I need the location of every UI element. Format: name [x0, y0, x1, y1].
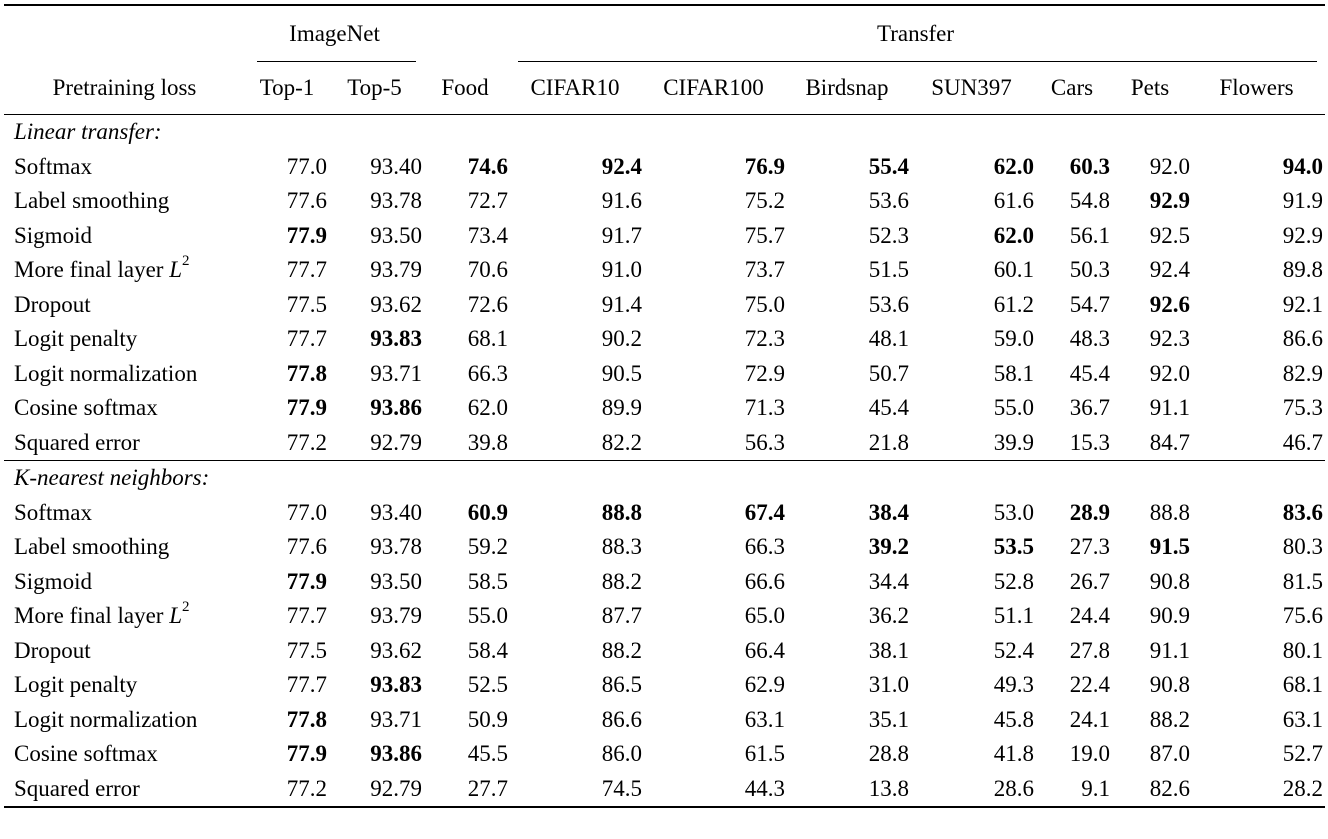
row-label-text: Logit penalty: [14, 672, 138, 697]
row-label-text: Logit normalization: [14, 706, 198, 732]
table-cell: 77.7: [286, 257, 327, 282]
row-label-text: Dropout: [14, 291, 91, 317]
table-cell: 92.3: [1149, 326, 1190, 351]
table-cell: 50.7: [868, 360, 909, 386]
superscript: 2: [181, 599, 190, 616]
table-cell: 92.1: [1282, 291, 1324, 317]
row-label-text: Squared error: [14, 775, 140, 801]
table-cell: 77.9: [286, 395, 327, 420]
section-header-row: [4, 115, 1325, 150]
table-cell: 84.7: [1149, 429, 1190, 455]
table-cell: 91.4: [601, 291, 642, 317]
table-cell: 92.4: [1149, 257, 1190, 282]
table-cell: 22.4: [1069, 672, 1110, 697]
table-cell: 58.4: [467, 637, 508, 663]
table-cell: 61.2: [993, 291, 1034, 317]
table-cell: 28.9: [1069, 499, 1110, 525]
table-cell: 66.3: [744, 534, 785, 559]
table-cell: 92.4: [601, 153, 642, 179]
table-cell: 88.2: [601, 568, 642, 594]
table-cell: 90.2: [601, 326, 642, 351]
section-title: K-nearest neighbors:: [14, 465, 210, 490]
table-cell: 67.4: [744, 499, 785, 525]
table-cell: 35.1: [868, 706, 909, 732]
row-label: [4, 668, 249, 703]
table-cell: 93.83: [370, 326, 422, 351]
table-cell: 90.9: [1149, 603, 1190, 628]
row-label: [4, 703, 249, 738]
table-cell: 54.7: [1069, 291, 1110, 317]
table-cell: 31.0: [868, 672, 909, 697]
table-cell: 90.8: [1149, 568, 1190, 594]
row-label: [4, 322, 249, 357]
table-cell: 92.79: [370, 429, 422, 455]
table-row: [4, 253, 1325, 288]
table-cell: 53.6: [868, 291, 909, 317]
table-cell: 60.3: [1069, 153, 1110, 179]
table-cell: 21.8: [868, 429, 909, 455]
row-label-text: Label smoothing: [14, 188, 170, 213]
row-label-text: Softmax: [14, 499, 92, 525]
table-cell: 77.7: [286, 326, 327, 351]
table-cell: 77.6: [286, 188, 327, 213]
table-cell: 82.9: [1282, 360, 1324, 386]
table-cell: 61.5: [744, 741, 785, 766]
table-cell: 46.7: [1282, 429, 1324, 455]
table-cell: 76.9: [744, 153, 785, 179]
table-cell: 52.5: [467, 672, 508, 697]
row-label: [4, 150, 249, 185]
table-cell: 63.1: [1282, 706, 1324, 732]
table-row: [4, 391, 1325, 426]
table-cell: 88.8: [1149, 499, 1190, 525]
table-cell: 88.2: [1149, 706, 1190, 732]
table-cell: 62.9: [744, 672, 785, 697]
table-cell: 28.8: [868, 741, 909, 766]
table-cell: 73.4: [467, 222, 508, 248]
column-header: Top-5: [347, 75, 402, 100]
column-header-row: [4, 62, 1325, 115]
group-header-imagenet: ImageNet: [249, 5, 424, 62]
table-row: [4, 772, 1325, 808]
results-table: [4, 4, 1325, 808]
table-cell: 74.6: [467, 153, 508, 179]
table-cell: 52.4: [993, 637, 1034, 663]
table-cell: 66.3: [467, 360, 508, 386]
math-symbol: L: [169, 257, 182, 282]
table-row: [4, 668, 1325, 703]
row-label: [4, 426, 249, 461]
row-label-text: Logit penalty: [14, 326, 138, 351]
table-cell: 15.3: [1069, 429, 1110, 455]
table-cell: 87.7: [601, 603, 642, 628]
table-cell: 53.0: [993, 499, 1034, 525]
table-cell: 77.7: [286, 603, 327, 628]
table-row: [4, 634, 1325, 669]
table-cell: 91.1: [1149, 637, 1190, 663]
row-label: [4, 219, 249, 254]
table-cell: 63.1: [744, 706, 785, 732]
row-label: [4, 253, 249, 288]
table-cell: 73.7: [744, 257, 785, 282]
table-cell: 36.2: [868, 603, 909, 628]
table-cell: 49.3: [993, 672, 1034, 697]
table-cell: 62.0: [993, 153, 1034, 179]
row-label-text: Label smoothing: [14, 534, 170, 559]
table-cell: 59.2: [467, 534, 508, 559]
row-label-text: More final layer: [14, 603, 170, 628]
table-cell: 82.2: [601, 429, 642, 455]
table-cell: 66.6: [744, 568, 785, 594]
table-row: [4, 496, 1325, 531]
table-cell: 38.1: [868, 637, 909, 663]
table-cell: 26.7: [1069, 568, 1110, 594]
table-row: [4, 530, 1325, 565]
table-cell: 52.3: [868, 222, 909, 248]
group-header-row: [4, 5, 1325, 62]
row-label: [4, 634, 249, 669]
column-header: Pretraining loss: [52, 75, 197, 100]
table-row: [4, 357, 1325, 392]
table-cell: 91.7: [601, 222, 642, 248]
table-cell: 51.1: [993, 603, 1034, 628]
row-label: [4, 737, 249, 772]
row-label-text: More final layer: [14, 257, 170, 282]
column-header: Flowers: [1219, 75, 1294, 100]
table-cell: 45.4: [868, 395, 909, 420]
table-cell: 94.0: [1282, 153, 1324, 179]
table-cell: 48.1: [868, 326, 909, 351]
row-label: [4, 496, 249, 531]
table-cell: 90.5: [601, 360, 642, 386]
table-cell: 93.62: [370, 637, 422, 663]
table-cell: 72.3: [744, 326, 785, 351]
table-cell: 36.7: [1069, 395, 1110, 420]
table-cell: 93.79: [370, 603, 422, 628]
table-cell: 75.6: [1282, 603, 1324, 628]
row-label: [4, 772, 249, 808]
row-label-text: Cosine softmax: [14, 741, 158, 766]
table-cell: 89.8: [1282, 257, 1324, 282]
table-cell: 56.1: [1069, 222, 1110, 248]
table-cell: 28.6: [993, 775, 1034, 801]
table-cell: 53.5: [993, 534, 1034, 559]
table-cell: 91.9: [1282, 188, 1324, 213]
table-cell: 92.79: [370, 775, 422, 801]
table-cell: 59.0: [993, 326, 1034, 351]
table-cell: 80.3: [1282, 534, 1324, 559]
column-header: Top-1: [259, 75, 315, 100]
table-cell: 93.86: [370, 741, 422, 766]
table-cell: 87.0: [1149, 741, 1190, 766]
table-cell: 68.1: [1282, 672, 1324, 697]
table-cell: 74.5: [601, 775, 642, 801]
table-cell: 93.83: [370, 672, 422, 697]
table-cell: 72.7: [467, 188, 508, 213]
table-cell: 34.4: [868, 568, 909, 594]
table-cell: 75.3: [1282, 395, 1324, 420]
table-cell: 28.2: [1282, 775, 1324, 801]
table-cell: 77.5: [286, 637, 327, 663]
table-cell: 60.1: [993, 257, 1034, 282]
table-row: [4, 599, 1325, 634]
column-header: SUN397: [931, 75, 1012, 100]
table-cell: 55.4: [868, 153, 909, 179]
table-cell: 93.62: [370, 291, 422, 317]
table-cell: 71.3: [744, 395, 785, 420]
table-cell: 72.9: [744, 360, 785, 386]
table-cell: 77.8: [286, 706, 327, 732]
column-header: Birdsnap: [805, 75, 889, 100]
row-label-text: Cosine softmax: [14, 395, 158, 420]
table-cell: 88.3: [601, 534, 642, 559]
table-cell: 41.8: [993, 741, 1034, 766]
row-label: [4, 530, 249, 565]
table-cell: 86.0: [601, 741, 642, 766]
row-label-text: Squared error: [14, 429, 140, 455]
table-cell: 92.0: [1149, 153, 1190, 179]
table-row: [4, 426, 1325, 461]
table-cell: 77.2: [286, 429, 327, 455]
table-cell: 75.7: [744, 222, 785, 248]
table-cell: 77.0: [286, 153, 327, 179]
table-cell: 77.0: [286, 499, 327, 525]
table-cell: 53.6: [868, 188, 909, 213]
table-cell: 75.0: [744, 291, 785, 317]
table-cell: 27.8: [1069, 637, 1110, 663]
column-header: CIFAR100: [663, 75, 764, 100]
table-cell: 45.5: [467, 741, 508, 766]
table-body: [4, 115, 1325, 808]
table-cell: 77.9: [286, 741, 327, 766]
superscript: 2: [181, 253, 190, 270]
table-cell: 93.78: [370, 188, 422, 213]
table-cell: 38.4: [868, 499, 909, 525]
table-cell: 55.0: [993, 395, 1034, 420]
table-cell: 81.5: [1282, 568, 1324, 594]
table-cell: 52.8: [993, 568, 1034, 594]
row-label: [4, 599, 249, 634]
table-cell: 54.8: [1069, 188, 1110, 213]
table-cell: 93.50: [370, 568, 422, 594]
table-cell: 24.4: [1069, 603, 1110, 628]
table-cell: 92.6: [1149, 291, 1190, 317]
table-cell: 72.6: [467, 291, 508, 317]
table-row: [4, 565, 1325, 600]
table-cell: 45.4: [1069, 360, 1110, 386]
table-cell: 50.9: [467, 706, 508, 732]
group-header-transfer: Transfer: [510, 5, 1325, 62]
column-header: Cars: [1050, 75, 1094, 100]
row-label: [4, 565, 249, 600]
table-row: [4, 150, 1325, 185]
table-cell: 58.5: [467, 568, 508, 594]
table-cell: 62.0: [467, 395, 508, 420]
table-cell: 27.3: [1069, 534, 1110, 559]
table-row: [4, 703, 1325, 738]
table-cell: 39.9: [993, 429, 1034, 455]
table-cell: 77.5: [286, 291, 327, 317]
table-cell: 93.86: [370, 395, 422, 420]
table-cell: 77.8: [286, 360, 327, 386]
table-cell: 86.5: [601, 672, 642, 697]
column-header: Food: [441, 75, 489, 100]
table-cell: 80.1: [1282, 637, 1324, 663]
table-cell: 75.2: [744, 188, 785, 213]
table-cell: 77.9: [286, 568, 327, 594]
column-header: CIFAR10: [530, 75, 620, 100]
table-cell: 77.9: [286, 222, 327, 248]
table-cell: 65.0: [744, 603, 785, 628]
table-row: [4, 737, 1325, 772]
table-cell: 93.79: [370, 257, 422, 282]
table-cell: 88.2: [601, 637, 642, 663]
table-cell: 86.6: [1282, 326, 1324, 351]
table-cell: 82.6: [1149, 775, 1190, 801]
table-cell: 93.50: [370, 222, 422, 248]
table-cell: 45.8: [993, 706, 1034, 732]
table-cell: 52.7: [1282, 741, 1324, 766]
row-label: [4, 391, 249, 426]
table-cell: 51.5: [868, 257, 909, 282]
row-label-text: Sigmoid: [14, 568, 92, 594]
table-cell: 93.40: [370, 499, 422, 525]
table-cell: 39.2: [868, 534, 909, 559]
table-cell: 39.8: [467, 429, 508, 455]
row-label-text: Logit normalization: [14, 360, 198, 386]
row-label: [4, 184, 249, 219]
table-cell: 91.5: [1149, 534, 1190, 559]
table-cell: 93.40: [370, 153, 422, 179]
table-cell: 89.9: [601, 395, 642, 420]
table-cell: 92.0: [1149, 360, 1190, 386]
table-cell: 91.0: [601, 257, 642, 282]
table-cell: 24.1: [1069, 706, 1110, 732]
table-cell: 92.9: [1149, 188, 1190, 213]
row-label: [4, 357, 249, 392]
table-row: [4, 288, 1325, 323]
table-cell: 55.0: [467, 603, 508, 628]
table-cell: 83.6: [1282, 499, 1324, 525]
table-row: [4, 184, 1325, 219]
table-cell: 77.2: [286, 775, 327, 801]
math-symbol: L: [169, 603, 182, 628]
table-cell: 58.1: [993, 360, 1034, 386]
table-cell: 93.71: [370, 706, 422, 732]
table-cell: 91.1: [1149, 395, 1190, 420]
table-cell: 86.6: [601, 706, 642, 732]
row-label-text: Dropout: [14, 637, 91, 663]
table-cell: 92.5: [1149, 222, 1190, 248]
table-cell: 48.3: [1069, 326, 1110, 351]
table-cell: 66.4: [744, 637, 785, 663]
section-header-row: [4, 461, 1325, 496]
table-cell: 77.7: [286, 672, 327, 697]
table-cell: 19.0: [1069, 741, 1110, 766]
row-label-text: Sigmoid: [14, 222, 92, 248]
row-label: [4, 288, 249, 323]
table-cell: 44.3: [744, 775, 785, 801]
table-row: [4, 219, 1325, 254]
table-cell: 56.3: [744, 429, 785, 455]
table-cell: 92.9: [1282, 222, 1324, 248]
table-cell: 90.8: [1149, 672, 1190, 697]
table-cell: 68.1: [467, 326, 508, 351]
table-cell: 93.78: [370, 534, 422, 559]
section-title: Linear transfer:: [14, 119, 162, 144]
table-cell: 60.9: [467, 499, 508, 525]
table-cell: 50.3: [1069, 257, 1110, 282]
table-cell: 13.8: [868, 775, 909, 801]
table-cell: 61.6: [993, 188, 1034, 213]
table-cell: 9.1: [1081, 775, 1110, 801]
table-cell: 88.8: [601, 499, 642, 525]
row-label-text: Softmax: [14, 153, 92, 179]
table-row: [4, 322, 1325, 357]
table-cell: 70.6: [467, 257, 508, 282]
column-header: Pets: [1130, 75, 1170, 100]
table-cell: 93.71: [370, 360, 422, 386]
table-cell: 27.7: [467, 775, 508, 801]
table-cell: 62.0: [993, 222, 1034, 248]
table-cell: 91.6: [601, 188, 642, 213]
table-cell: 77.6: [286, 534, 327, 559]
